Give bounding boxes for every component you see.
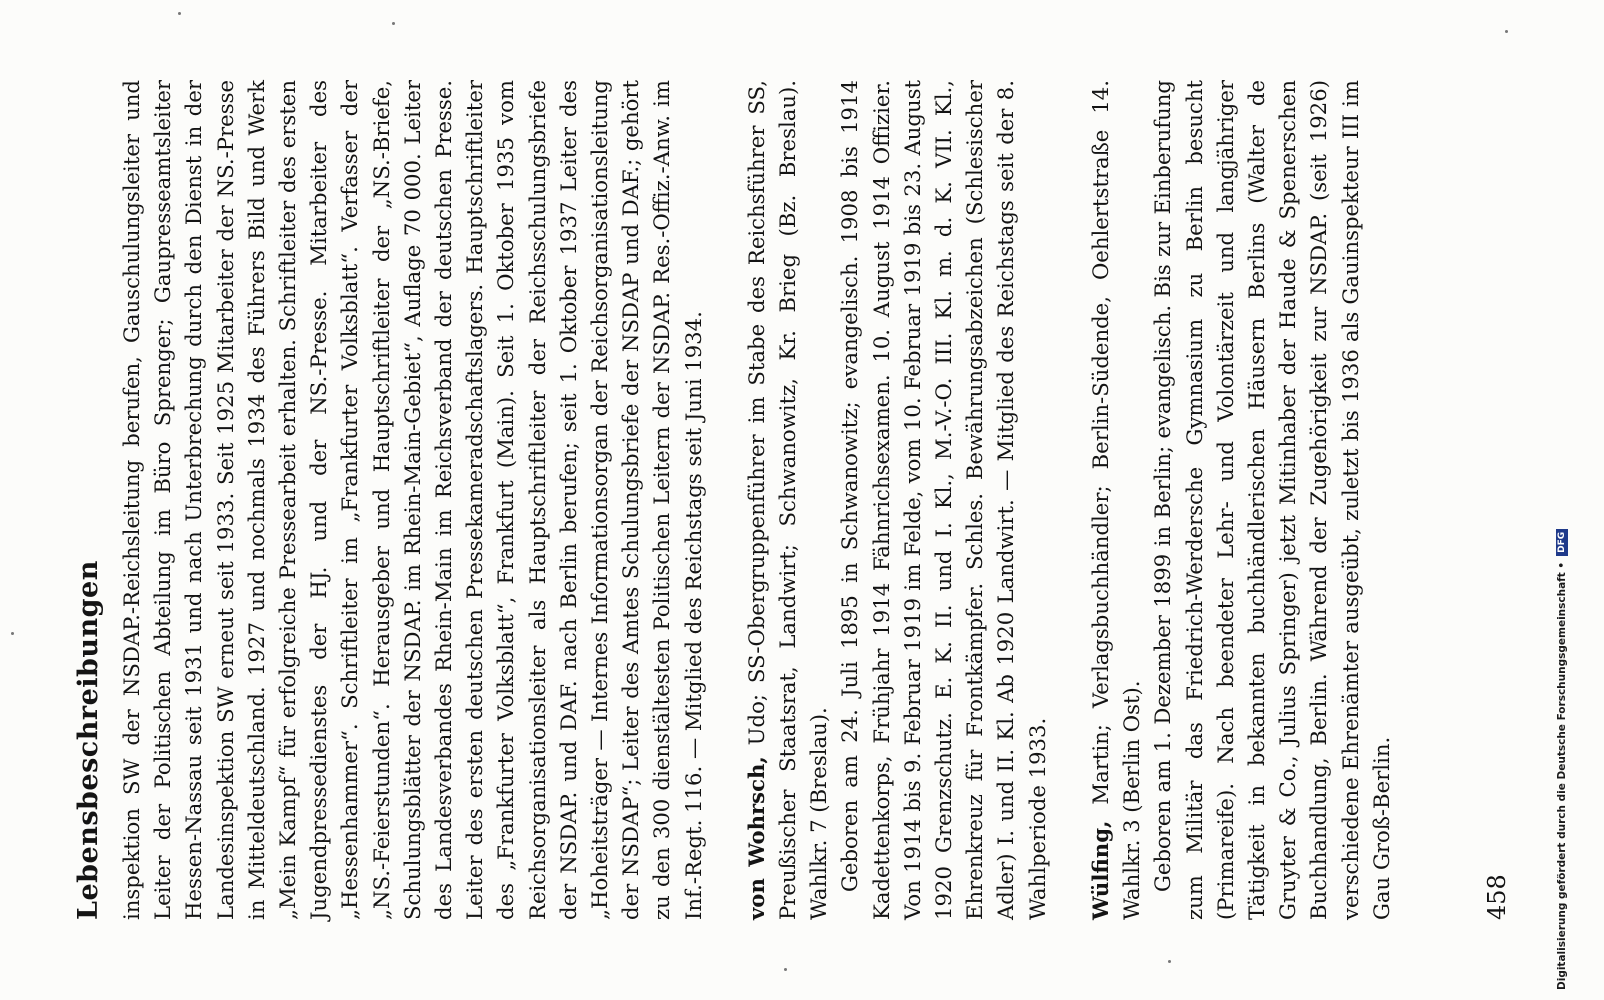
entry-heading — [741, 80, 835, 920]
running-head: Lebensbeschreibungen — [73, 560, 104, 920]
scan-speck — [1505, 30, 1508, 33]
page-number: 458 — [1483, 874, 1511, 920]
scan-speck — [784, 968, 787, 971]
dfg-logo-icon: DFG — [1556, 529, 1568, 556]
entry-paragraph: Geboren am 1. Dezember 1899 in Berlin; evangelisch. Bis zur Einberufung zum Militär das Friedrich-Werdersche Gymnasium zu Berlin besucht (Primareife). Nach beendeter Lehr- und Volontärzeit und langjähriger Tätigkeit in bekannten buchhändlerischen Häusern Berlins (Walter de Gruyter & Co., Julius Springer) jetzt Mitinhaber der Haude & Spenerschen Buchhandlung, Berlin. Während der Zugehörigkeit zur NSDAP. (seit 1926) verschiedene Ehrenämter ausgeübt, zuletzt bis 1936 als Gauinspekteur III im Gau Groß-Berlin. — [1150, 80, 1394, 920]
entry-name: Wülfing, — [1087, 820, 1113, 920]
credit-text: Digitalisierung gefördert durch die Deutsche Forschungsgemeinschaft • — [1556, 561, 1568, 990]
entry-heading-text: Martin; Verlagsbuchhändler; Berlin-Südende, Oehlertstraße 14. Wahlkr. 3 (Berlin Ost). — [1087, 80, 1145, 920]
entry-name: von Wohrsch, — [743, 756, 769, 920]
entry-heading-text: Udo; SS-Obergruppenführer im Stabe des Reichsführer SS, Preußischer Staatsrat, Landwirt; Schwanowitz, Kr. Brieg (Bz. Breslau). Wahlkr. 7 (Breslau). — [743, 79, 832, 920]
digitization-credit — [1556, 10, 1568, 990]
entry-paragraph: Geboren am 24. Juli 1895 in Schwanowitz; evangelisch. 1908 bis 1914 Kadettenkorps, Frühjahr 1914 Fähnrichsexamen. 10. August 1914 Offizier. Von 1914 bis 9. Februar 1919 im Felde, vom 10. Februar 1919 bis 23. August 1920 Grenzschutz. E. K. II. und I. Kl., M.-V.-O. III. Kl. m. d. K. VII. Kl., Ehrenkreuz für Frontkämpfer. Schles. Bewährungsabzeichen (Schlesischer Adler) I. und II. Kl. Ab 1920 Landwirt. — Mitglied des Reichstags seit der 8. Wahlperiode 1933. — [837, 80, 1050, 920]
entry-continuation — [116, 80, 709, 920]
scan-speck — [11, 632, 14, 635]
entry-von-wohrsch — [741, 80, 1053, 920]
entry-wuelfing — [1085, 80, 1397, 920]
rotated-book-page — [72, 80, 1512, 920]
scan-speck — [1168, 960, 1171, 963]
entry-heading — [1085, 80, 1147, 920]
scan-speck — [392, 22, 395, 25]
scan-speck — [178, 12, 181, 15]
entry-paragraph: inspektion SW der NSDAP.-Reichsleitung berufen, Gauschulungsleiter und Leiter der Politischen Abteilung im Büro Sprenger; Gaupresseamtsleiter Hessen-Nassau seit 1931 und nach Unterbrechung durch den Dienst in der Landesinspektion SW erneut seit 1933. Seit 1925 Mitarbeiter der NS.-Presse in Mitteldeutschland. 1927 und nochmals 1934 des Führers Bild und Werk „Mein Kampf“ für erfolgreiche Pressearbeit erhalten. Schriftleiter des ersten Jugendpressedienstes der HJ. und der NS.-Presse. Mitarbeiter des „Hessenhammer“. Schriftleiter im „Frankfurter Volksblatt“. Verfasser der „NS.-Feierstunden“. Herausgeber und Hauptschriftleiter der „NS.-Briefe, Schulungsblätter der NSDAP. im Rhein-Main-Gebiet“, Auflage 70 000. Leiter des Landesverbandes Rhein-Main im Reichsverband der deutschen Presse. Leiter des ersten deutschen Pressekameradschaftslagers. Hauptschriftleiter des „Frankfurter Volksblatt“, Frankfurt (Main). Seit 1. Oktober 1935 vom Reichsorganisationsleiter als Hauptschriftleiter der Reichsschulungsbriefe der NSDAP. und DAF. nach Berlin berufen; seit 1. Oktober 1937 Leiter des „Hoheitsträger — Internes Informationsorgan der Reichsorganisationsleitung der NSDAP“; Leiter des Amtes Schulungsbriefe der NSDAP und DAF.; gehört zu den 300 dienstältesten Politischen Leitern der NSDAP. Res.-Offiz.-Anw. im Inf.-Regt. 116. — Mitglied des Reichstags seit Juni 1934. — [119, 80, 706, 920]
